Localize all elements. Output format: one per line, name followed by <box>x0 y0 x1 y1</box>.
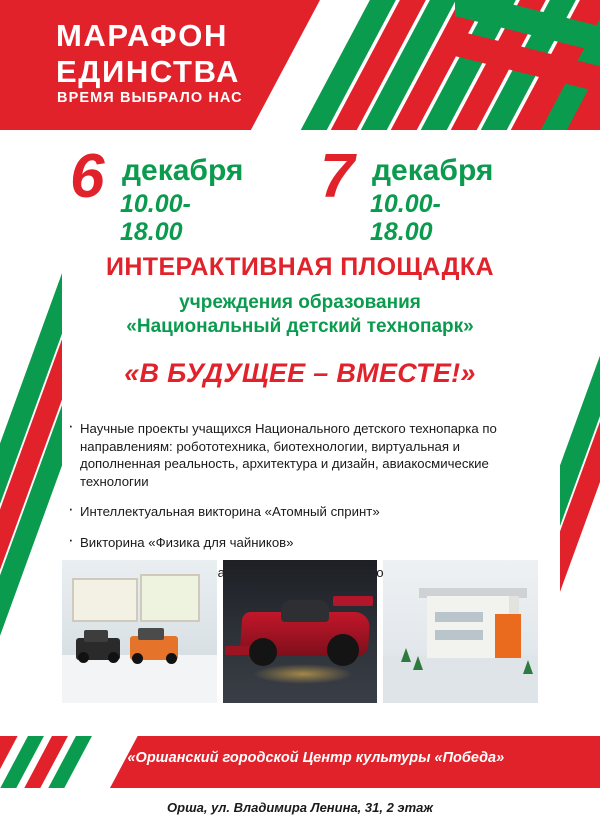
display-board-right <box>140 574 200 622</box>
list-item: · многое <box>66 564 536 582</box>
race-car-model-photo <box>223 560 378 703</box>
main-subtitle-2: «Национальный детский технопарк» <box>126 316 474 337</box>
rear-wing <box>333 596 373 606</box>
tree-icon <box>401 648 411 662</box>
header-title <box>56 18 240 90</box>
architecture-model-photo <box>383 560 538 703</box>
right-side-stripes <box>560 130 600 750</box>
list-item: · Научные проекты учащихся Национального детского технопарка по направлениям: робототехника, биотехнологии, виртуальная и дополненная реальность, архитектура и дизайн, авиакосмические технологии <box>66 420 536 490</box>
tree-icon <box>413 656 423 670</box>
poster-header <box>0 0 600 130</box>
light-glow <box>253 664 353 684</box>
model-window <box>435 630 483 640</box>
main-title: ИНТЕРАКТИВНАЯ ПЛОЩАДКА <box>105 253 495 281</box>
wheel-icon <box>108 652 119 663</box>
list-item: · Интеллектуальная викторина «Атомный спринт» <box>66 503 536 521</box>
wheel-icon <box>78 652 89 663</box>
robot-model-orange-top <box>138 628 164 640</box>
header-title-line1: МАРАФОН <box>56 18 228 53</box>
model-window <box>435 612 483 622</box>
model-base <box>383 656 538 703</box>
model-orange-wall <box>495 614 521 658</box>
robot-models-photo <box>62 560 217 703</box>
wheel-icon <box>132 653 143 664</box>
wheel-icon <box>327 634 359 666</box>
event-dates <box>62 142 562 246</box>
organizer-text: ГУК «Оршанский городской Центр культуры «Победа» <box>95 750 505 766</box>
date-day-2: 7 <box>320 142 355 211</box>
main-subtitle-1: учреждения образования <box>179 292 421 313</box>
wheel-icon <box>249 638 277 666</box>
list-item: · Викторина «Физика для чайников» <box>66 534 536 552</box>
date-month-2: декабря <box>372 154 494 187</box>
photo-strip <box>62 560 538 703</box>
display-board-left <box>72 578 138 622</box>
header-title-line2: ЕДИНСТВА <box>56 54 241 89</box>
date-time-2: 10.00-18.00 <box>370 190 441 246</box>
date-day-1: 6 <box>70 142 105 211</box>
robot-model-dark-top <box>84 630 108 642</box>
date-time-1: 10.00-18.00 <box>120 190 191 246</box>
header-subtitle: ВРЕМЯ ВЫБРАЛО НАС <box>57 90 243 106</box>
wheel-icon <box>166 653 177 664</box>
tree-icon <box>523 660 533 674</box>
main-slogan: «В БУДУЩЕЕ – ВМЕСТЕ!» <box>124 358 476 388</box>
left-side-stripes <box>0 130 62 750</box>
address-text: Орша, ул. Владимира Ленина, 31, 2 этаж <box>167 800 433 815</box>
car-cockpit <box>281 600 329 622</box>
date-month-1: декабря <box>122 154 244 187</box>
